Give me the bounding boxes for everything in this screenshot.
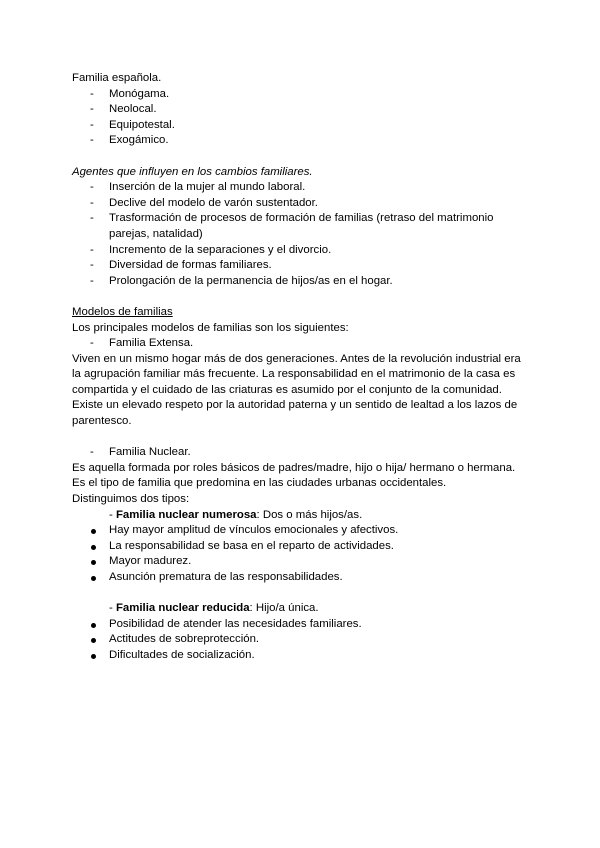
extensa-description-2: Existe un elevado respeto por la autoridad paterna y un sentido de lealtad a los lazos de: [72, 399, 518, 412]
subtype-numerosa: [72, 508, 532, 524]
list-item: La responsabilidad se basa en el reparto de actividades.: [72, 539, 532, 555]
spacer: [72, 586, 532, 602]
list-item: - Exogámico.: [72, 133, 532, 149]
list-item: - Declive del modelo de varón sustentador.: [72, 196, 532, 212]
list-item: Hay mayor amplitud de vínculos emocionales y afectivos.: [72, 523, 532, 539]
list-item: - Familia Nuclear.: [72, 445, 532, 461]
extensa-description: Viven en un mismo hogar más de dos generaciones. Antes de la revolución industrial era la agrupación familiar más frecuente. La responsabilidad en el matrimonio de la casa es compartida y el cuidado de las criaturas es asumido por el conjunto de la comunidad.: [72, 352, 521, 396]
spacer: [72, 289, 532, 305]
list-item: Actitudes de sobreprotección.: [72, 632, 532, 648]
extensa-description-3: parentesco.: [72, 415, 132, 428]
section-heading-modelos: Modelos de familias: [72, 305, 173, 318]
nuclear-description-1: Es aquella formada por roles básicos de padres/madre, hijo o hija/ hermano o hermana.: [72, 461, 516, 474]
subtype-suffix: : Dos o más hijos/as.: [256, 508, 363, 521]
spacer: [72, 430, 532, 446]
subtype-prefix: -: [109, 602, 116, 615]
nuclear-description-3: Distinguimos dos tipos:: [72, 493, 190, 506]
subtype-reducida: [72, 601, 532, 617]
subtype-label: Familia nuclear numerosa: [115, 508, 257, 521]
list-item: - Trasformación de procesos de formación de familias (retraso del matrimonio parejas, natalidad): [72, 211, 532, 242]
list-item: Asunción prematura de las responsabilidades.: [72, 570, 532, 586]
extensa-list: [72, 336, 532, 352]
nuclear-description-2: Es el tipo de familia que predomina en las ciudades urbanas occidentales.: [72, 477, 447, 490]
subtype-prefix: -: [109, 508, 116, 521]
list-item: - Prolongación de la permanencia de hijos/as en el hogar.: [72, 274, 532, 290]
list-item: Dificultades de socialización.: [72, 648, 532, 664]
nuclear-list: [72, 445, 532, 461]
numerosa-list: [72, 523, 532, 585]
section-title-agentes: Agentes que influyen en los cambios familiares.: [72, 165, 313, 178]
list-item: - Monógama.: [72, 87, 532, 103]
subtype-suffix: : Hijo/a única.: [249, 602, 319, 615]
modelos-intro: Los principales modelos de familias son los siguientes:: [72, 321, 349, 334]
reducida-list: [72, 617, 532, 664]
list-item: Posibilidad de atender las necesidades familiares.: [72, 617, 532, 633]
agentes-list: [72, 180, 532, 289]
list-item: - Incremento de la separaciones y el divorcio.: [72, 243, 532, 259]
subtype-label: Familia nuclear reducida: [115, 602, 250, 615]
list-item: - Equipotestal.: [72, 118, 532, 134]
spacer: [72, 149, 532, 165]
list-item: - Neolocal.: [72, 102, 532, 118]
list-item: - Inserción de la mujer al mundo laboral.: [72, 180, 532, 196]
list-item: Mayor madurez.: [72, 554, 532, 570]
familia-espanola-list: [72, 87, 532, 149]
list-item: - Familia Extensa.: [72, 336, 532, 352]
section-title-familia-espanola: Familia española.: [72, 72, 162, 84]
document-body: [72, 71, 532, 664]
list-item: - Diversidad de formas familiares.: [72, 258, 532, 274]
